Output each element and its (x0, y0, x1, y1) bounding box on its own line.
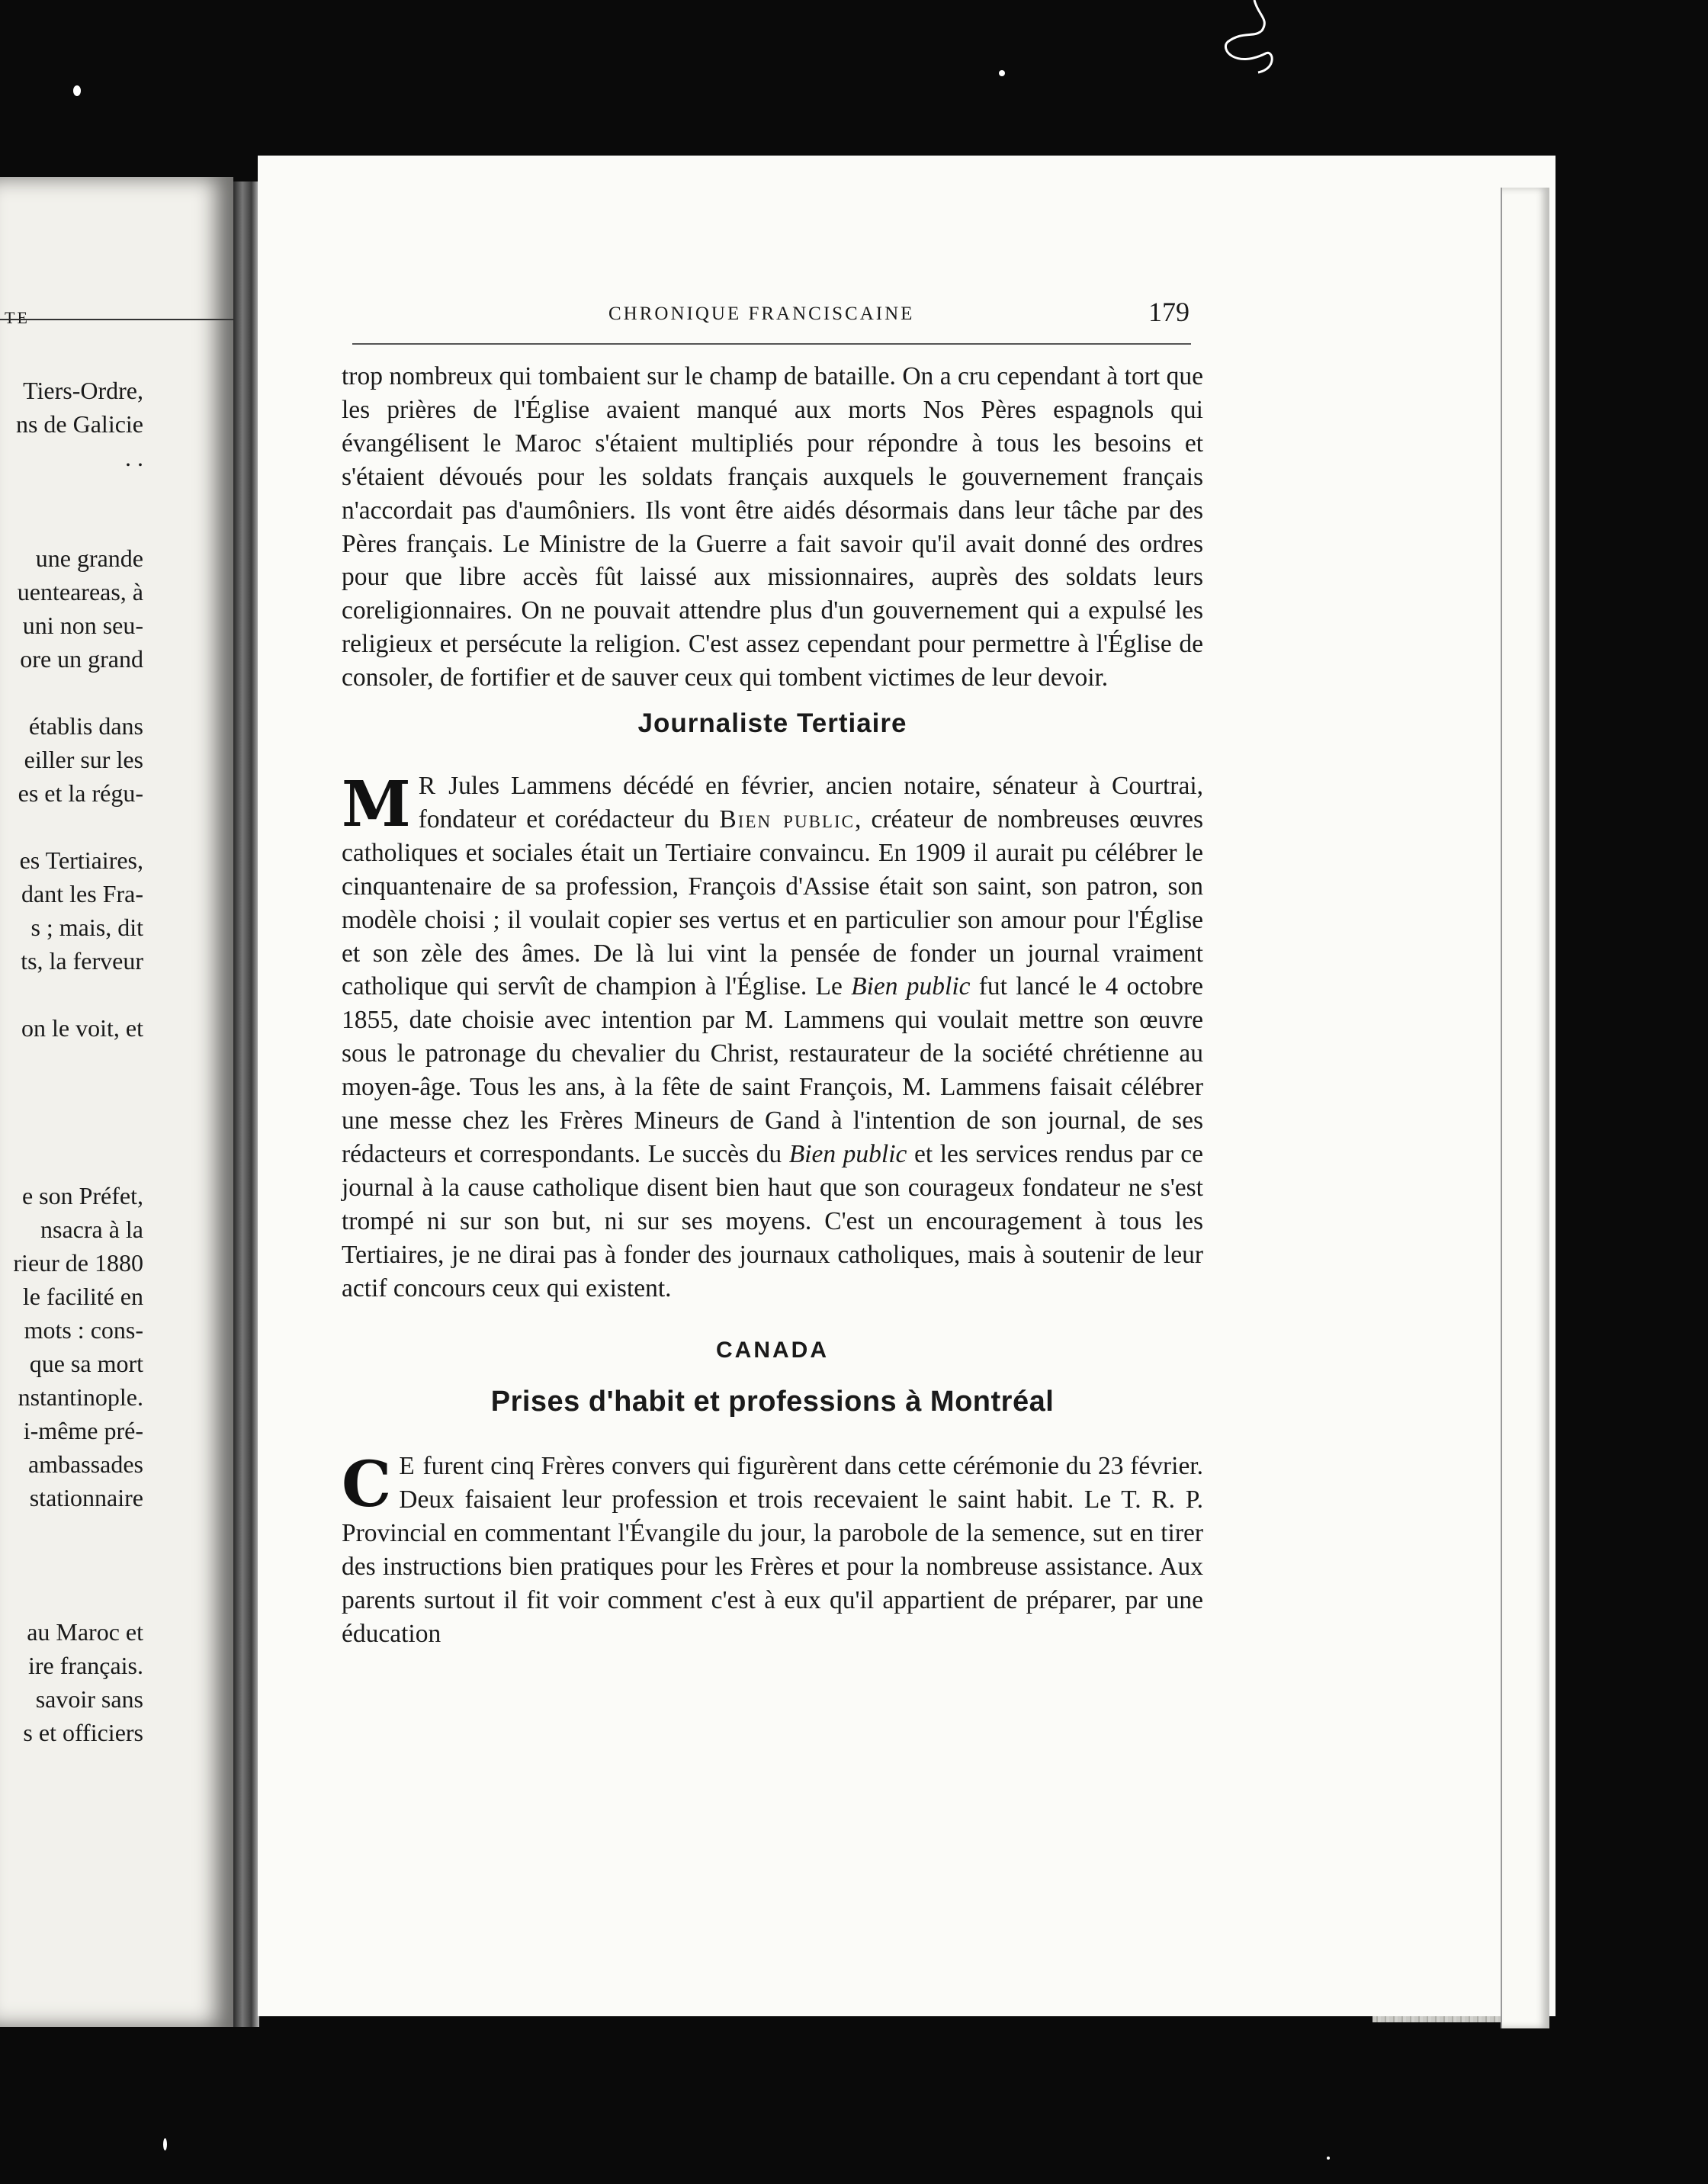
running-head: CHRONIQUE FRANCISCAINE (608, 304, 915, 324)
left-page-line: es et la régu- (18, 779, 143, 807)
left-page-line: ire français. (27, 1652, 143, 1679)
scan-speck (1327, 2157, 1330, 2160)
left-page-line (13, 810, 143, 843)
newspaper-name-italic-2: Bien public (788, 1139, 907, 1168)
section-title-montreal: Prises d'habit et professions à Montréal (490, 1386, 1055, 1418)
montreal-paragraph (342, 1450, 1203, 1650)
left-page-line: uenteareas, à (17, 578, 143, 605)
header-rule (352, 343, 1191, 345)
book-gutter (233, 181, 259, 2027)
page-block-edge (1501, 188, 1549, 2028)
abbr-r: R (418, 771, 438, 800)
left-page-line: ns de Galicie (15, 410, 143, 438)
left-page-line: nsacra à la (40, 1216, 143, 1243)
left-page-line: es Tertiaires, (19, 846, 143, 874)
left-page-rule (0, 319, 233, 320)
left-page-line (13, 978, 143, 1011)
left-page-line: une grande (35, 544, 143, 572)
left-page-line (13, 1078, 143, 1112)
page-content (342, 360, 1203, 1651)
scan-squiggle (1212, 0, 1281, 84)
newspaper-name-sc: Bien public (719, 805, 855, 833)
left-page-line: établis dans (28, 712, 143, 740)
left-page-line: le facilité en (22, 1283, 143, 1310)
scan-speck (999, 70, 1005, 76)
left-page-line (13, 1112, 143, 1145)
montreal-text: furent cinq Frères convers qui figurèrent dans cette cérémonie du 23 février. Deux faisaient leur profession et trois recevaient le saint habit. Le T. R. P. Provincial en commentant l'Évangile du jour, la parobole de la semence, sut en tirer des instructions bien pratiques pour les Frères et pour la nombreuse assistance. Aux parents surtout il fit voir comment c'est à eux qu'il appartient de préparer, par une éducation (342, 1452, 1203, 1648)
left-page-line: stationnaire (29, 1484, 143, 1511)
left-page-line (13, 1145, 143, 1179)
left-page-line: uni non seu- (22, 612, 143, 639)
left-page-line (13, 676, 143, 709)
abbr-e: E (399, 1452, 416, 1481)
section-heading-canada: CANADA (716, 1338, 829, 1363)
left-page (0, 177, 233, 2027)
text-part-4: et les services rendus par ce journal à la cause catholique disent bien haut que son courageux fondateur ne s'est trompé ni sur son but, ni sur ses moyens. C'est un encouragement à tous les Tertiaires, je ne dirai pas à fonder des journaux catholiques, mais à soutenir de leur actif concours ceux qui existent. (342, 1139, 1203, 1302)
left-page-line: rieur de 1880 (13, 1249, 143, 1277)
left-page-line: eiller sur les (24, 746, 143, 773)
left-page-line: Tiers-Ordre, (23, 377, 143, 404)
left-page-line: s ; mais, dit (30, 914, 143, 941)
text-part-3: fut lancé le 4 octobre 1855, date choisie avec intention par M. Lammens qui voulait mettre son œuvre sous le patronage du chevalier du Christ, restaurateur de la société chrétienne au moyen-âge. Tous les ans, à la fête de saint François, M. Lammens faisait célébrer une messe chez les Frères Mineurs de Gand à l'intention de son journal, de ses rédacteurs et correspondants. Le succès du (342, 972, 1203, 1168)
left-page-text (13, 374, 143, 1749)
left-page-line (13, 1582, 143, 1615)
dropcap-c: C (342, 1448, 392, 1522)
left-page-line: mots : cons- (24, 1316, 143, 1344)
left-page-line: i-même pré- (23, 1417, 143, 1444)
text-part-1: Jules Lammens décédé en février, ancien notaire, sénateur à Courtrai, fondateur et corédacteur du (418, 771, 1203, 833)
left-page-line (13, 1045, 143, 1078)
left-page-line (13, 508, 143, 541)
scan-speck (163, 2138, 167, 2150)
left-page-line: au Maroc et (27, 1618, 143, 1646)
newspaper-name-italic-1: Bien public (851, 972, 971, 1001)
left-page-line: nstantinople. (18, 1383, 143, 1411)
left-page-header: TE (5, 308, 30, 327)
scan-speck (73, 85, 81, 96)
left-page-line: e son Préfet, (21, 1182, 143, 1209)
journaliste-paragraph (342, 769, 1203, 1306)
left-page-line: ore un grand (20, 645, 143, 673)
left-page-line (13, 474, 143, 508)
left-page-line: que sa mort (29, 1350, 143, 1377)
left-page-line: ts, la ferveur (21, 947, 143, 975)
left-page-line (13, 1514, 143, 1548)
left-page-line: . . (125, 444, 143, 471)
left-page-line (13, 1548, 143, 1582)
left-page-line: ambassades (27, 1450, 143, 1478)
left-page-line: savoir sans (35, 1685, 143, 1713)
section-title-journaliste: Journaliste Tertiaire (637, 708, 907, 739)
page-number: 179 (1148, 297, 1190, 327)
left-page-line: on le voit, et (21, 1014, 143, 1042)
intro-paragraph: trop nombreux qui tombaient sur le champ de bataille. On a cru cependant à tort que les prières de l'Église avaient manqué aux morts Nos Pères espagnols qui évangélisent le Maroc s'étaient multipliés pour répondre à tous les besoins et s'étaient dévoués pour les soldats français auxquels le gouvernement français n'accordait pas d'aumôniers. Ils vont être aidés désormais dans leur tâche par des Pères français. Le Ministre de la Guerre a fait savoir qu'il avait donné des ordres pour que libre accès fût laissé aux missionnaires, auprès des soldats leurs coreligionnaires. On ne pouvait attendre plus d'un gouvernement qui a expulsé les religieux et persécute la religion. C'est assez cependant pour permettre à l'Église de consoler, de fortifier et de sauver ceux qui tombent victimes de leur devoir. (342, 362, 1203, 692)
dropcap-m: M (342, 767, 411, 841)
left-page-line: s et officiers (23, 1719, 143, 1746)
left-page-line: dant les Fra- (21, 880, 143, 907)
text-part-2: , créateur de nombreuses œuvres catholiques et sociales était un Tertiaire convaincu. En 1909 il aurait pu célébrer le cinquantenaire de sa profession, François d'Assise était son saint, son patron, son modèle choisi ; il voulait copier ses vertus et en particulier son amour pour l'Église et son zèle des âmes. De là lui vint la pensée de fonder un journal vraiment catholique qui servît de champion à l'Église. Le (342, 805, 1203, 1001)
